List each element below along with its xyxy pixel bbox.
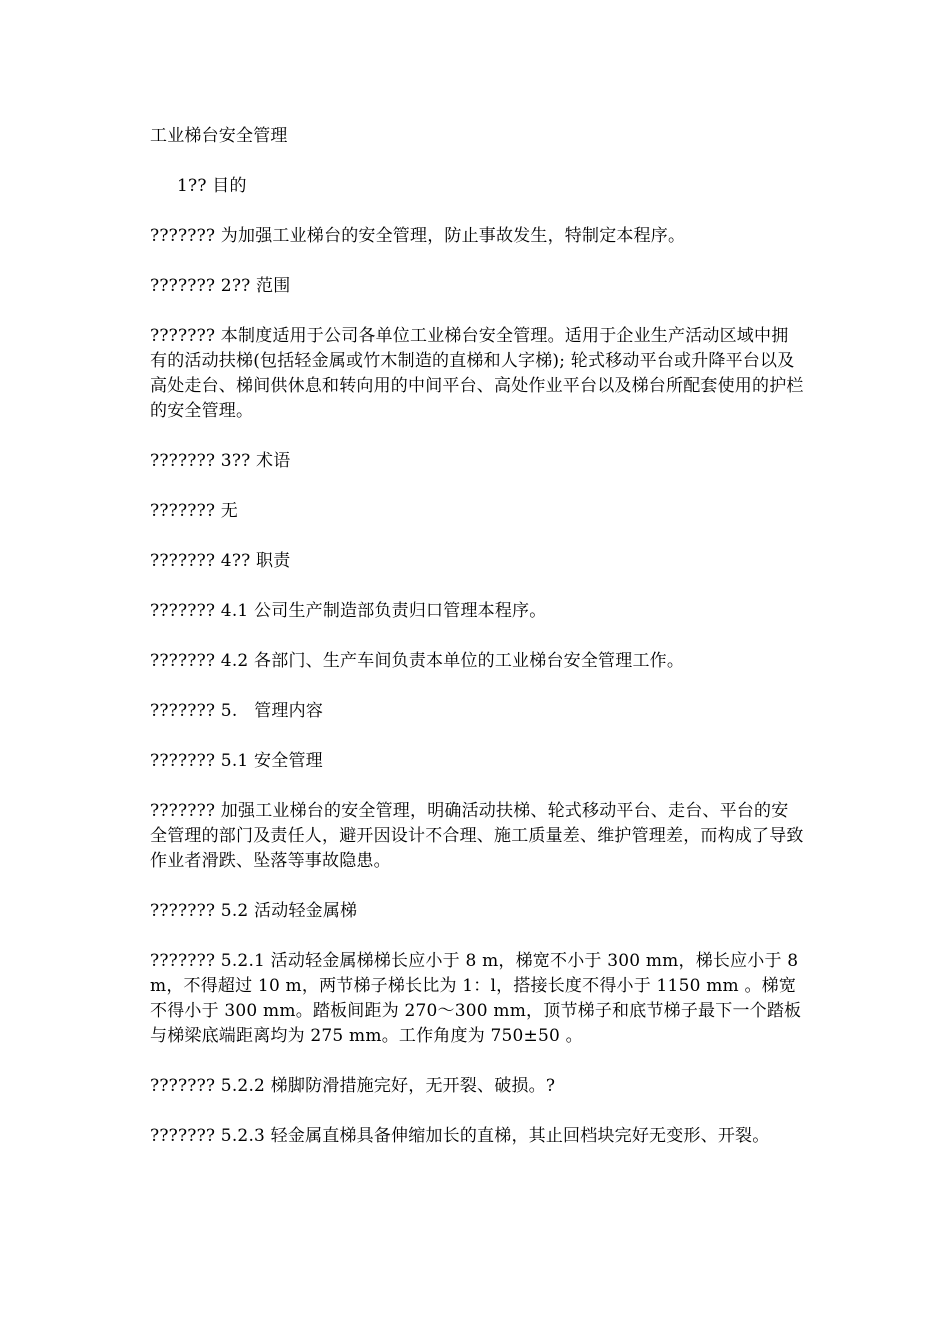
section-heading-management: ??????? 5. 管理内容 [150, 701, 324, 721]
paragraph-duty-4-2: ??????? 4.2 各部门、生产车间负责本单位的工业梯台安全管理工作。 [150, 651, 685, 671]
paragraph-duty-4-1: ??????? 4.1 公司生产制造部负责归口管理本程序。 [150, 601, 547, 621]
paragraph-safety-management: ??????? 加强工业梯台的安全管理，明确活动扶梯、轮式移动平台、走台、平台的安全管理的部门及责任人，避开因设计不合理、施工质量差、维护管理差，而构成了导致作业者滑跌、坠落等事故隐患。 [150, 801, 804, 871]
paragraph-purpose: ??????? 为加强工业梯台的安全管理，防止事故发生，特制定本程序。 [150, 226, 686, 246]
subsection-heading-5-2: ??????? 5.2 活动轻金属梯 [150, 901, 358, 921]
section-heading-scope: ??????? 2?? 范围 [150, 276, 291, 296]
section-heading-duties: ??????? 4?? 职责 [150, 551, 291, 571]
paragraph-5-2-3: ??????? 5.2.3 轻金属直梯具备伸缩加长的直梯，其止回档块完好无变形、开裂。 [150, 1126, 770, 1146]
document-page [150, 124, 804, 1149]
section-heading-terms: ??????? 3?? 术语 [150, 451, 291, 471]
section-heading-purpose: 1?? 目的 [177, 176, 247, 196]
document-title: 工业梯台安全管理 [150, 126, 288, 146]
paragraph-5-2-1: ??????? 5.2.1 活动轻金属梯梯长应小于 8 m，梯宽不小于 300 mm，梯长应小于 8 m，不得超过 10 m，两节梯子梯长比为 1：l，搭接长度不得小于 1150 mm 。梯宽不得小于 300 mm。踏板间距为 270～300 mm，顶节梯子和底节梯子最下一个踏板与梯梁底端距离均为 275 mm。工作角度为 750±50 。 [150, 951, 804, 1046]
subsection-heading-5-1: ??????? 5.1 安全管理 [150, 751, 323, 771]
paragraph-scope: ??????? 本制度适用于公司各单位工业梯台安全管理。适用于企业生产活动区域中拥有的活动扶梯(包括轻金属或竹木制造的直梯和人字梯); 轮式移动平台或升降平台以及高处走台、梯间供休息和转向用的中间平台、高处作业平台以及梯台所配套使用的护栏的安全管理。 [150, 326, 804, 421]
paragraph-5-2-2: ??????? 5.2.2 梯脚防滑措施完好，无开裂、破损。? [150, 1076, 556, 1096]
paragraph-terms: ??????? 无 [150, 501, 239, 521]
